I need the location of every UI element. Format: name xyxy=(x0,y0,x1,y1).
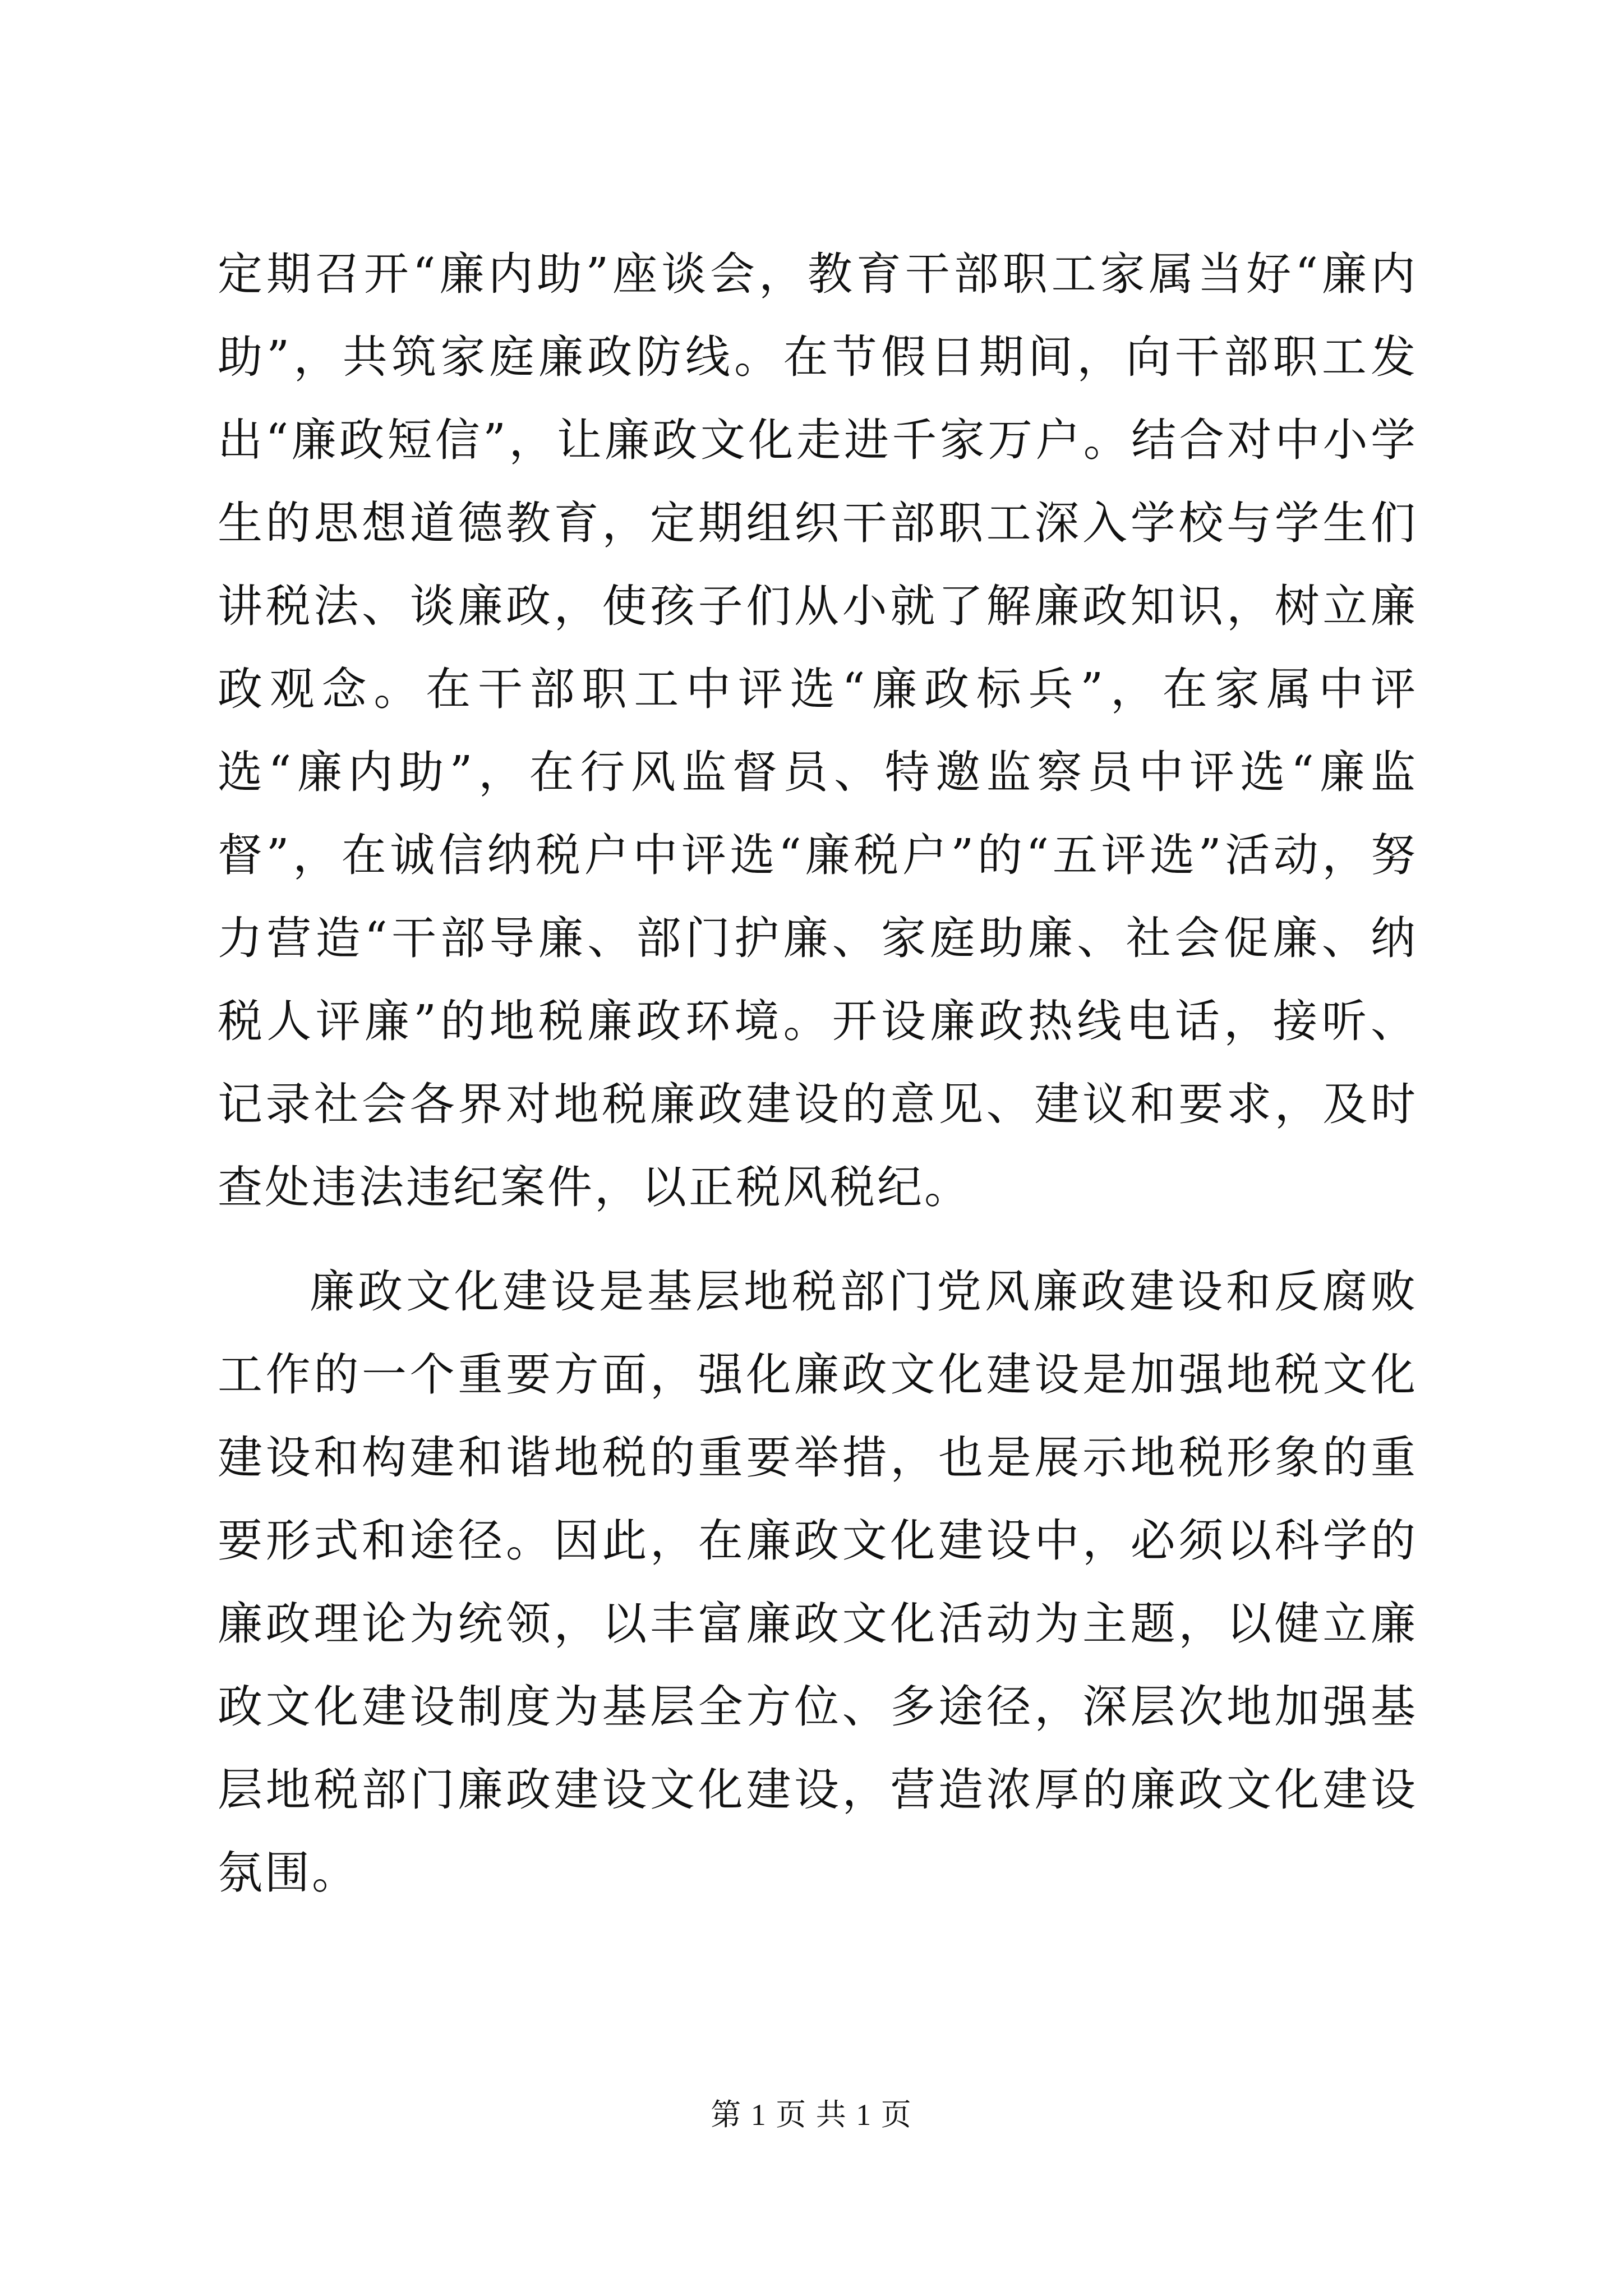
document-body xyxy=(218,233,1418,1915)
paragraph-continued: 定期召开“廉内助”座谈会，教育干部职工家属当好“廉内助”，共筑家庭廉政防线。在节假日期间，向干部职工发出“廉政短信”，让廉政文化走进千家万户。结合对中小学生的思想道德教育，定期组织干部职工深入学校与学生们讲税法、谈廉政，使孩子们从小就了解廉政知识，树立廉政观念。在干部职工中评选“廉政标兵”，在家属中评选“廉内助”，在行风监督员、特邀监察员中评选“廉监督”，在诚信纳税户中评选“廉税户”的“五评选”活动，努力营造“干部导廉、部门护廉、家庭助廉、社会促廉、纳税人评廉”的地税廉政环境。开设廉政热线电话，接听、记录社会各界对地税廉政建设的意见、建议和要求，及时查处违法违纪案件，以正税风税纪。 xyxy=(218,248,1418,1213)
page-number-footer: 第 1 页 共 1 页 xyxy=(711,2098,912,2132)
paragraph-conclusion: 廉政文化建设是基层地税部门党风廉政建设和反腐败工作的一个重要方面，强化廉政文化建设是加强地税文化建设和构建和谐地税的重要举措，也是展示地税形象的重要形式和途径。因此，在廉政文化建设中，必须以科学的廉政理论为统领，以丰富廉政文化活动为主题，以健立廉政文化建设制度为基层全方位、多途径，深层次地加强基层地税部门廉政建设文化建设，营造浓厚的廉政文化建设氛围。 xyxy=(218,1266,1418,1899)
